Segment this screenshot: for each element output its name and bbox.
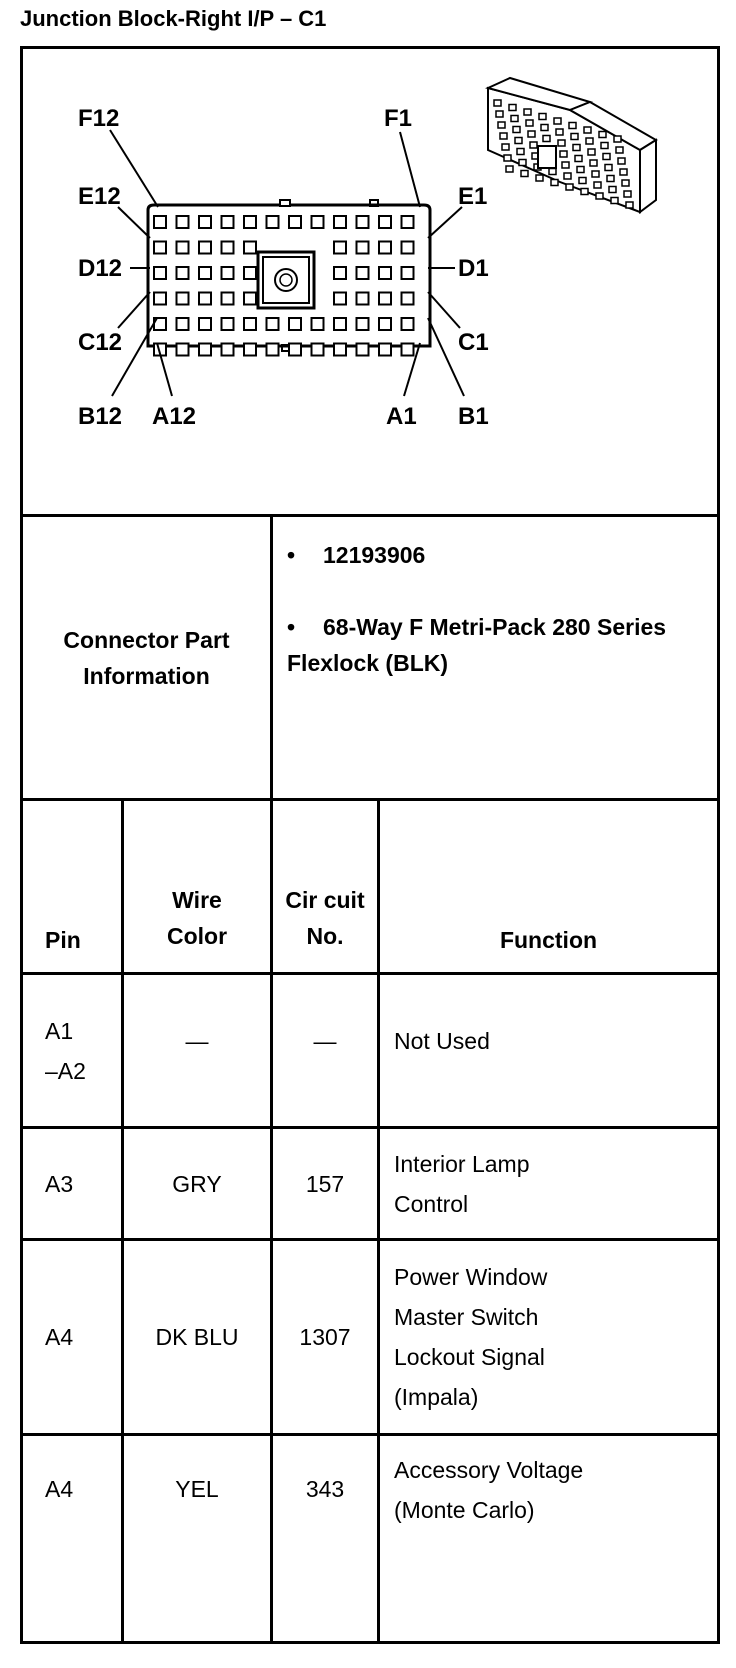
iso-cavity <box>528 131 535 137</box>
pin-cavity <box>222 216 234 228</box>
pin-cavity <box>379 293 391 305</box>
pin-cavity <box>267 216 279 228</box>
pin-cavity <box>199 216 211 228</box>
pin-cavity <box>334 216 346 228</box>
pin-cavity <box>357 216 369 228</box>
iso-cavity <box>575 156 582 162</box>
pin-cavity <box>402 344 414 356</box>
iso-cavity <box>517 149 524 155</box>
iso-cavity <box>521 171 528 177</box>
iso-cavity <box>496 111 503 117</box>
row4-circuit: 343 <box>305 1475 345 1502</box>
pin-cavity <box>154 242 166 254</box>
row2-wire-color: GRY <box>172 1170 222 1197</box>
pin-cavity <box>222 344 234 356</box>
iso-cavity <box>511 116 518 122</box>
pin-cavity <box>402 318 414 330</box>
pin-cavity <box>379 318 391 330</box>
pin-cavity <box>244 267 256 279</box>
row2-circuit: 157 <box>305 1170 345 1197</box>
iso-cavity <box>541 125 548 131</box>
pin-cavity <box>334 318 346 330</box>
iso-cavity <box>571 134 578 140</box>
pin-cavity <box>402 216 414 228</box>
iso-cavity <box>530 142 537 148</box>
pin-cavity <box>199 267 211 279</box>
row4-function: Accessory Voltage (Monte Carlo) <box>394 1457 584 1523</box>
pin-cavity <box>357 293 369 305</box>
pin-cavity <box>222 318 234 330</box>
row3-circuit: 1307 <box>299 1324 351 1350</box>
pin-cavity <box>177 242 189 254</box>
iso-cavity <box>536 175 543 181</box>
header-function: Function <box>499 927 598 953</box>
iso-cavity <box>506 166 513 172</box>
iso-cavity <box>551 180 558 186</box>
label-f12: F12 <box>78 105 120 132</box>
pin-cavity <box>379 242 391 254</box>
iso-cavity <box>556 129 563 135</box>
iso-cavity <box>539 114 546 120</box>
header-pin: Pin <box>45 927 81 953</box>
iso-cavity <box>601 143 608 149</box>
pin-cavity <box>199 344 211 356</box>
iso-cavity <box>543 136 550 142</box>
pin-cavity <box>177 216 189 228</box>
label-e1: E1 <box>458 183 488 210</box>
label-e12: E12 <box>78 183 121 210</box>
pin-cavity <box>199 318 211 330</box>
part-description <box>287 609 703 681</box>
row3-pin: A4 <box>45 1324 74 1350</box>
iso-cavity <box>624 191 631 197</box>
iso-cavity <box>620 169 627 175</box>
iso-cavity <box>596 193 603 199</box>
connector-info-items <box>273 517 717 798</box>
connector-3d-view <box>488 78 656 212</box>
pin-cavity <box>312 344 324 356</box>
iso-cavity <box>509 105 516 111</box>
pin-cavity <box>154 293 166 305</box>
iso-cavity <box>611 198 618 204</box>
row4-wire-color: YEL <box>175 1475 219 1502</box>
iso-cavity <box>524 109 531 115</box>
pin-cavity <box>379 267 391 279</box>
iso-cavity <box>566 184 573 190</box>
pin-cavity <box>222 242 234 254</box>
pin-cavity <box>334 242 346 254</box>
iso-cavity <box>569 123 576 129</box>
iso-cavity <box>560 151 567 157</box>
iso-cavity <box>577 167 584 173</box>
label-c1: C1 <box>458 329 489 356</box>
label-a12: A12 <box>152 403 197 430</box>
iso-cavity <box>616 147 623 153</box>
row2-pin: A3 <box>45 1170 74 1197</box>
row3-function: Power Window Master Switch Lockout Signal (Impala) <box>394 1264 548 1410</box>
pin-cavity <box>334 267 346 279</box>
pin-cavity <box>312 318 324 330</box>
iso-cavity <box>586 138 593 144</box>
part-number <box>287 537 703 573</box>
pin-cavity <box>402 267 414 279</box>
pin-cavity <box>177 318 189 330</box>
pin-cavity <box>199 242 211 254</box>
bullet: • <box>287 542 296 568</box>
row4-pin: A4 <box>45 1475 74 1502</box>
label-b1: B1 <box>458 403 489 430</box>
pin-cavity <box>402 242 414 254</box>
pin-cavity <box>357 344 369 356</box>
pin-cavity <box>177 267 189 279</box>
pin-cavity <box>379 344 391 356</box>
pin-cavity <box>154 267 166 279</box>
iso-cavity <box>622 180 629 186</box>
iso-cavity <box>618 158 625 164</box>
page-title: Junction Block-Right I/P – C1 <box>20 6 327 31</box>
iso-cavity <box>594 182 601 188</box>
iso-cavity <box>626 202 633 208</box>
pin-cavity <box>357 267 369 279</box>
iso-cavity <box>519 160 526 166</box>
pin-cavity <box>244 318 256 330</box>
header-wire-color: Wire Color <box>166 887 228 949</box>
pin-cavity <box>312 216 324 228</box>
row1-function: Not Used <box>394 1027 490 1054</box>
label-d1: D1 <box>458 255 489 282</box>
pin-cavity <box>334 344 346 356</box>
pin-cavity <box>177 344 189 356</box>
pin-cavity <box>244 242 256 254</box>
pin-cavity <box>222 293 234 305</box>
label-c12: C12 <box>78 329 123 356</box>
iso-cavity <box>526 120 533 126</box>
header-circuit-no: Cir cuit No. <box>285 887 365 949</box>
label-b12: B12 <box>78 403 123 430</box>
iso-cavity <box>584 127 591 133</box>
iso-cavity <box>562 162 569 168</box>
row1-circuit: — <box>313 1027 337 1054</box>
row3-wire-color: DK BLU <box>155 1324 239 1350</box>
row2-function: Interior Lamp Control <box>394 1150 530 1217</box>
iso-cavity <box>579 178 586 184</box>
iso-cavity <box>590 160 597 166</box>
part-number-text: 12193906 <box>323 542 426 568</box>
iso-cavity <box>573 145 580 151</box>
iso-cavity <box>614 136 621 142</box>
iso-cavity <box>564 173 571 179</box>
iso-cavity <box>513 127 520 133</box>
iso-cavity <box>588 149 595 155</box>
pin-cavity <box>289 216 301 228</box>
connector-info-label: Connector Part Information <box>63 626 230 689</box>
iso-cavity <box>515 138 522 144</box>
pin-cavity <box>289 344 301 356</box>
pin-cavity <box>244 216 256 228</box>
pin-cavity <box>244 293 256 305</box>
pin-cavity <box>244 344 256 356</box>
iso-cavity <box>504 155 511 161</box>
row1-pin: A1 –A2 <box>45 1017 86 1084</box>
iso-cavity <box>592 171 599 177</box>
iso-cavity <box>605 165 612 171</box>
iso-cavity <box>581 189 588 195</box>
iso-cavity <box>502 144 509 150</box>
iso-cavity <box>494 100 501 106</box>
iso-cavity <box>603 154 610 160</box>
bullet: • <box>287 614 296 640</box>
pin-cavity <box>402 293 414 305</box>
pin-cavity <box>222 267 234 279</box>
iso-cavity <box>607 176 614 182</box>
pin-cavity <box>199 293 211 305</box>
part-description-text: 68-Way F Metri-Pack 280 Series Flexlock (BLK) <box>287 614 667 676</box>
pin-cavity <box>334 293 346 305</box>
pin-cavity <box>357 318 369 330</box>
iso-cavity <box>558 140 565 146</box>
pin-cavity <box>177 293 189 305</box>
iso-cavity <box>599 132 606 138</box>
iso-cavity <box>500 133 507 139</box>
iso-cavity <box>609 187 616 193</box>
iso-cavity <box>549 169 556 175</box>
label-d12: D12 <box>78 255 123 282</box>
pin-cavity <box>267 318 279 330</box>
iso-cavity <box>554 118 561 124</box>
iso-cavity <box>498 122 505 128</box>
pin-cavity <box>357 242 369 254</box>
pin-cavity <box>154 216 166 228</box>
label-a1: A1 <box>386 403 417 430</box>
pin-cavity <box>267 344 279 356</box>
pin-cavity <box>289 318 301 330</box>
connector-diagram <box>0 0 736 514</box>
pin-cavity <box>379 216 391 228</box>
label-f1: F1 <box>384 105 413 132</box>
row1-wire-color: — <box>185 1027 209 1054</box>
